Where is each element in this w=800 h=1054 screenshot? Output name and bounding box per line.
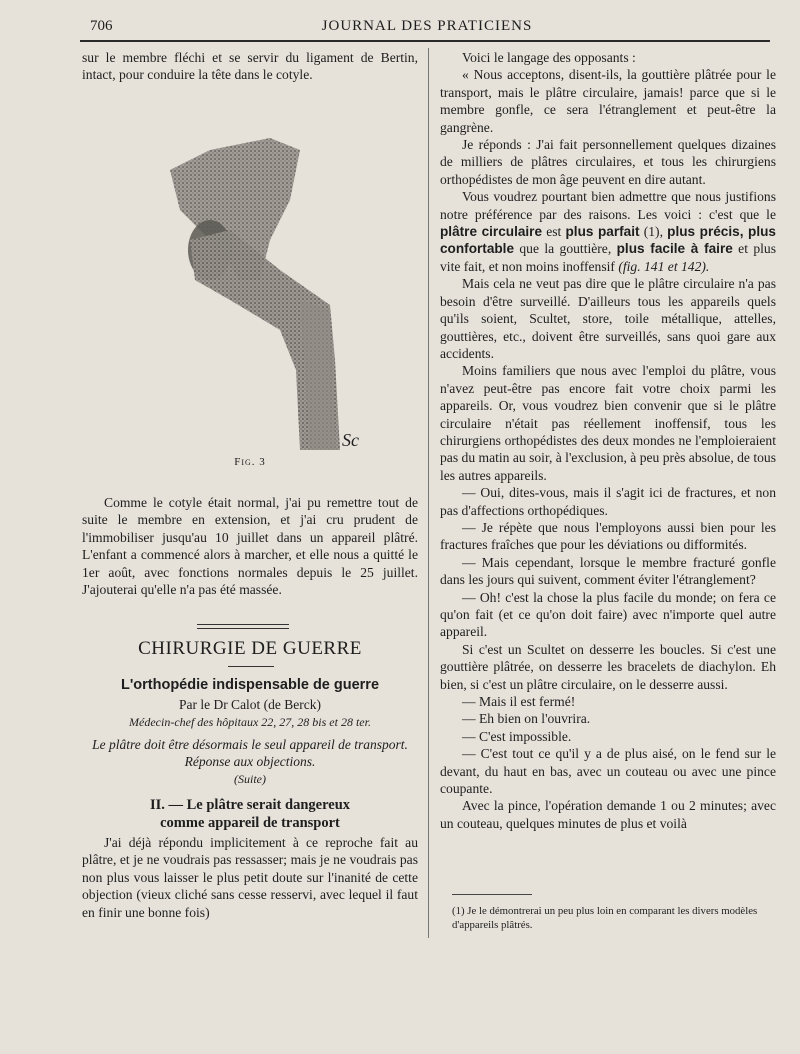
left-column-opening (82, 49, 418, 84)
journal-title: JOURNAL DES PRATICIENS (321, 18, 533, 34)
text-run: que la gouttière, (514, 241, 617, 257)
paragraph: — Mais cependant, lorsque le membre fracturé gonfle dans les jours qui suivent, comment éviter l'étranglement? (440, 554, 776, 588)
paragraph: Voici le langage des opposants : (462, 50, 636, 65)
paragraph: — Je répète que nous l'employons aussi bien pour les fractures fraîches que pour les déviations ou difformités. (440, 519, 776, 553)
left-column-after-figure (82, 494, 418, 598)
header-rule (80, 40, 770, 42)
article-title: L'orthopédie indispensable de guerre (120, 677, 380, 693)
suite-label: (Suite) (234, 772, 266, 786)
figure-reference: (fig. 141 et 142). (618, 258, 710, 274)
article-lead (82, 736, 418, 770)
figure-caption: Fig. 3 (234, 456, 266, 468)
opening-paragraph: sur le membre fléchi et se servir du ligament de Bertin, intact, pour conduire la tête dans le cotyle. (82, 50, 418, 83)
paragraph: Je réponds : J'ai fait personnellement quelques dizaines de milliers de plâtres circulaires, et tous les chirurgiens orthopédistes de mon âge peuvent en dire autant. (440, 137, 776, 187)
paragraph: — Eh bien on l'ouvrira. (462, 711, 591, 727)
paragraph: Si c'est un Scultet on desserre les boucles. Si c'est une gouttière plâtrée, on desserre les bracelets de diachylon. Eh bien, si c'est un plâtre circulaire, on le desserre aussi. (440, 641, 776, 692)
paragraph: — Oh! c'est la chose la plus facile du monde; on fera ce qu'on fait (et ce qu'on doit faire) avec n'importe quel autre appareil. (440, 589, 776, 640)
paragraph-plaster-reasons (440, 188, 776, 275)
figure-artist-mark: Sc (342, 430, 359, 450)
left-column-closing (82, 834, 418, 921)
paragraph: « Nous acceptons, disent-ils, la gouttière plâtrée pour le transport, mais le plâtre circulaire, jamais! parce que si le membre gonfle, ce sera l'étranglement et peut-être la gangrène. (440, 67, 776, 135)
section-title: CHIRURGIE DE GUERRE (138, 638, 362, 659)
article-byline: Par le Dr Calot (de Berck) (178, 697, 322, 712)
page-number: 706 (90, 18, 113, 34)
subsection-line-2: comme appareil de transport (160, 815, 340, 831)
hip-xray-figure (150, 130, 390, 460)
emphasis: plus parfait (565, 224, 640, 240)
footnote-rule (452, 894, 532, 895)
footnote: (1) Je le démontrerai un peu plus loin en comparant les divers modèles d'appareils plâtrés. (452, 905, 758, 931)
page-header (86, 14, 768, 40)
paragraph-cotyle: Comme le cotyle était normal, j'ai pu remettre tout de suite le membre en extension, et j'ai cru prudent de l'immobiliser jusqu'au 10 juillet dans un appareil plâtré. L'enfant a commencé alors à marcher, et elle nous a quitté le 1er août, avec fonctions normales depuis le 25 juillet. J'ajouterai qu'elle n'a pas été massée. (82, 495, 418, 598)
text-run: et plus vite fait, et non moins inoffensif (440, 241, 777, 274)
subsection-heading (100, 796, 400, 832)
text-run: est (542, 224, 566, 240)
section-double-rule (197, 624, 289, 629)
emphasis: plus facile à faire (616, 241, 733, 257)
paragraph: — C'est impossible. (462, 728, 572, 744)
emphasis: plus précis, plus confortable (440, 224, 776, 257)
subsection-line-1: II. — Le plâtre serait dangereux (149, 797, 351, 813)
section-short-rule (228, 666, 274, 667)
text-run: (1), (639, 224, 668, 240)
column-divider (428, 48, 429, 938)
paragraph: Moins familiers que nous avec l'emploi du plâtre, vous n'avez peut-être pas encore fait votre choix parmi les appareils. Or, vous voudrez bien convenir que si le plâtre circulaire n'était pas réellement inoffensif, tous les chirurgiens orthopédistes des deux mondes ne l'emploieraient pas du matin au soir, à l'exclusion, à peu près absolue, de tous les autres appareils. (440, 363, 777, 483)
paragraph: — C'est tout ce qu'il y a de plus aisé, on le fend sur le devant, du haut en bas, avec un couteau ou avec une pince coupante. (440, 746, 776, 797)
paragraph: — Mais il est fermé! (462, 694, 576, 710)
closing-paragraph: J'ai déjà répondu implicitement à ce reproche fait au plâtre, et je ne voudrais pas ressasser; mais je ne voudrais pas non plus vous laisser le plus petit doute sur l'inanité de cette objection (vieux cliché sans cesse resservi, avec lequel il faut en finir une bonne fois) (82, 835, 418, 920)
paragraph: Avec la pince, l'opération demande 1 ou 2 minutes; avec un couteau, quelques minutes de plus et voilà (440, 798, 776, 831)
emphasis: plâtre circulaire (440, 224, 543, 240)
lead-line-2: Réponse aux objections. (184, 754, 316, 769)
author-affiliation: Médecin-chef des hôpitaux 22, 27, 28 bis et 28 ter. (129, 715, 371, 729)
paragraph: — Oui, dites-vous, mais il s'agit ici de fractures, et non pas d'affections orthopédiques. (440, 485, 776, 518)
right-column (440, 49, 776, 832)
text-run: Vous voudrez pourtant bien admettre que nous justifions notre préférence par des raisons. Les voici : c'est que le (440, 189, 776, 222)
paragraph: Mais cela ne veut pas dire que le plâtre circulaire n'a pas besoin d'être surveillé. D'ailleurs tous les appareils quels qu'ils soient, Scultet, store, toile métallique, attelles, gouttières, etc., doivent être surveillés, sans quoi gare aux accidents. (440, 276, 776, 361)
lead-line-1: Le plâtre doit être désormais le seul appareil de transport. (92, 737, 408, 752)
